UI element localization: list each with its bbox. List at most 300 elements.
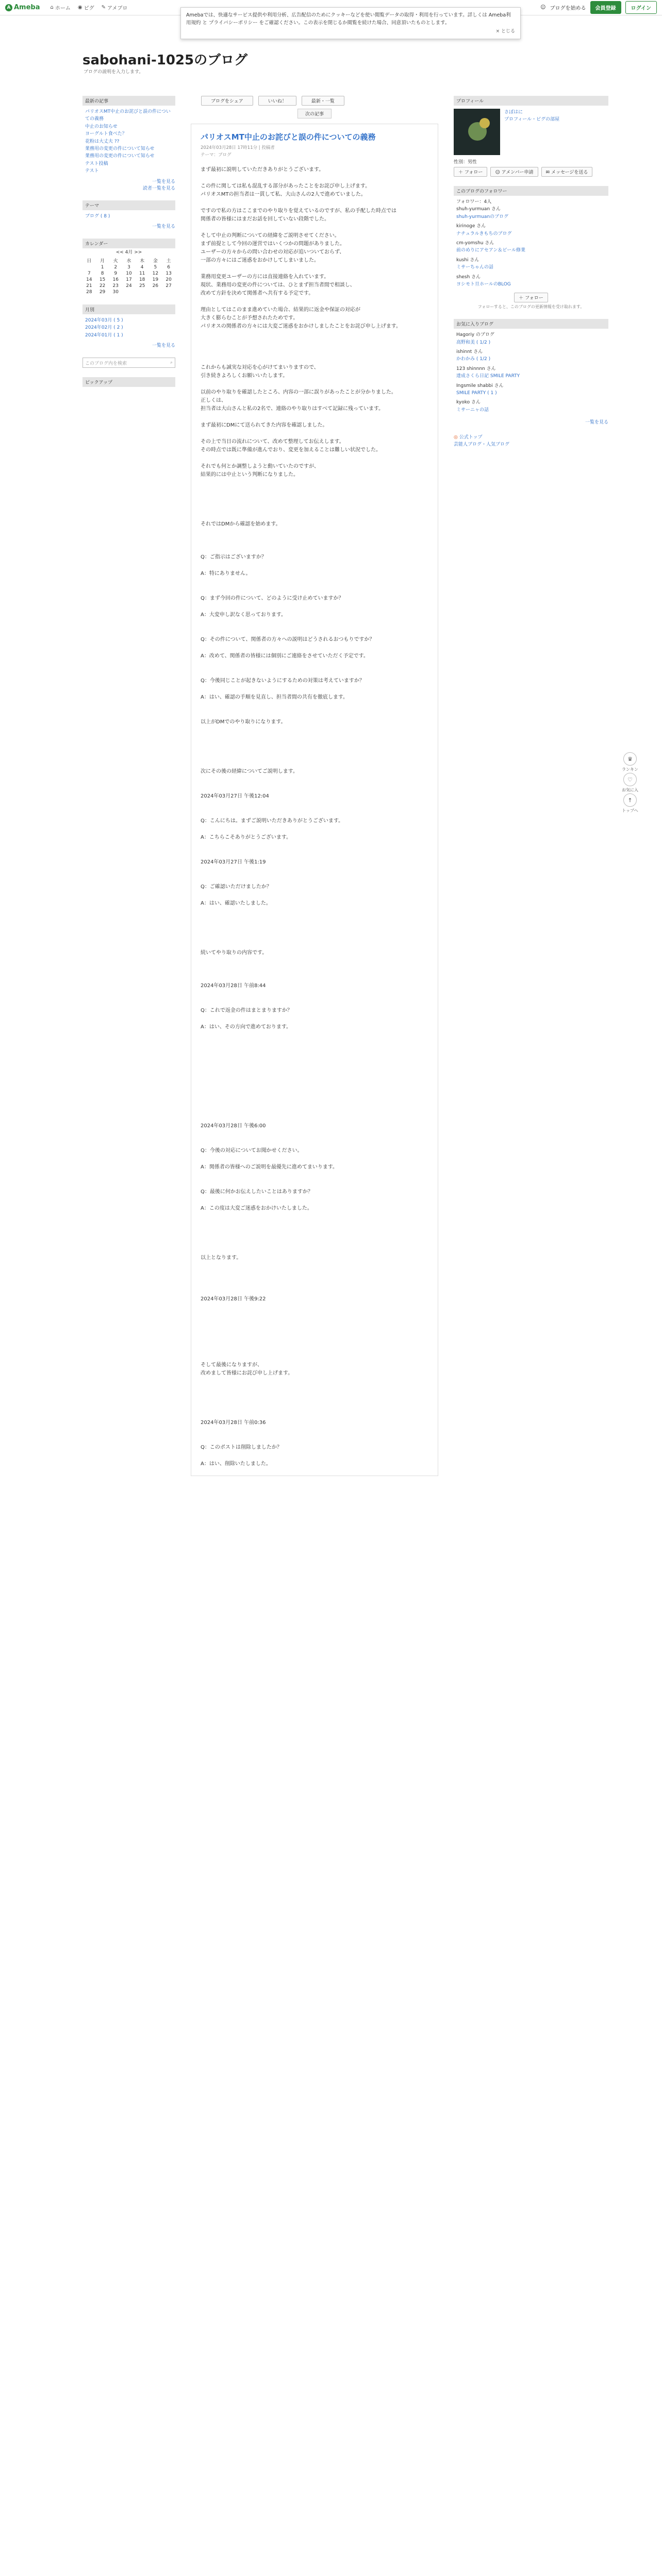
article-paragraph: そして中止の判断についての経緯をご説明させてください。 (201, 233, 340, 239)
article-title[interactable]: パリオスMT中止のお詫びと誤の件についての義務 (201, 132, 376, 142)
article-paragraph: 2024年03月28日 午後9:22 (201, 1296, 266, 1302)
top-right (540, 1, 657, 14)
article-paragraph: 結果的には中止という判断になりました。 (201, 472, 299, 478)
followers-list (454, 196, 608, 293)
article-paragraph: Q：ご指示はございますか？ (201, 554, 267, 560)
calendar-weekday: 月 (100, 258, 105, 264)
calendar-day: 18 (139, 277, 145, 282)
article-paragraph: 以上がDMでのやり取りになります。 (201, 719, 286, 725)
reader-item[interactable]: ishinnt さん かわかみ ( 1/2 ) (456, 349, 491, 362)
follow-note: フォローすると、このブログの更新情報を受け取れます。 (477, 304, 585, 310)
article-paragraph (201, 355, 428, 364)
article-paragraph: A：こちらこそありがとうございます。 (201, 835, 292, 840)
like-button[interactable]: いいね！ (258, 96, 296, 106)
theme-item[interactable]: ブログ ( 8 ) (85, 213, 110, 219)
arrow-up-icon: ↑ (623, 793, 637, 807)
article-paragraph: 関係者の皆様にはまだお話を回していない段階でした。 (201, 216, 329, 222)
calendar-weekday: 日 (87, 258, 92, 264)
article-paragraph (201, 1172, 428, 1180)
blog-title[interactable]: sabohani-1025のブログ (82, 53, 248, 68)
archive-more-link[interactable]: 一覧を見る (152, 343, 175, 349)
heart-icon: ♡ (623, 773, 637, 786)
followers-box (454, 186, 608, 310)
article-paragraph (201, 1015, 428, 1023)
article-paragraph: 現状、業務用の変更の件については、ひとまず担当者間で相談し、 (201, 282, 355, 288)
calendar-day: 6 (167, 264, 170, 270)
calendar-weekday: 金 (153, 258, 158, 264)
nav-pigg[interactable]: ◉ ピグ (77, 5, 94, 11)
article-paragraph: 業務用変更ユーザーの方には直接連絡を入れています。 (201, 274, 329, 280)
article-paragraph (201, 710, 428, 718)
article-paragraph (201, 998, 428, 1007)
calendar-day: 1 (101, 264, 104, 270)
reader-item[interactable]: kyoko さん ミサーニャの話 (456, 400, 489, 413)
article-paragraph (201, 669, 428, 677)
calendar-day: 17 (126, 277, 132, 282)
article-paragraph (201, 603, 428, 611)
article-paragraph: A：改めて、関係者の皆様には個別にご連絡をさせていただく予定です。 (201, 653, 369, 659)
article-paragraph (201, 726, 428, 735)
article-paragraph (201, 644, 428, 652)
article-paragraph (201, 496, 428, 504)
article-paragraph (201, 867, 428, 875)
calendar-weekday: 木 (140, 258, 145, 264)
register-button[interactable]: 会員登録 (590, 1, 621, 14)
archive-heading: 月別 (82, 304, 175, 314)
calendar-month[interactable]: << 4月 >> (115, 249, 142, 255)
article-paragraph (201, 512, 428, 520)
article-paragraph (201, 1064, 428, 1073)
article-paragraph (201, 298, 428, 306)
article-paragraph (201, 380, 428, 388)
followers-heading: このブログのフォロワー (454, 186, 608, 196)
article-paragraph (201, 1246, 428, 1254)
profile-name[interactable]: さぼはに (504, 110, 523, 115)
pickup-box (82, 377, 175, 387)
article-paragraph: A：はい、確認の手順を見直し、担当者間の共有を徹底します。 (201, 694, 349, 700)
follower-item[interactable]: cm-yomshu さん 前のめりにアセアン＆ビール修業 (456, 240, 526, 253)
profile-box (454, 96, 608, 177)
article-paragraph (201, 850, 428, 858)
latest-posts-box (82, 96, 175, 191)
follower-item[interactable]: shuh-yurmuan さん shuh-yurmuanのブログ (456, 207, 509, 219)
article-paragraph: Q：最後に何かお伝えしたいことはありますか？ (201, 1189, 313, 1195)
article-paragraph (201, 1221, 428, 1229)
calendar-day (149, 289, 162, 295)
calendar-day (162, 289, 175, 295)
calendar-day: 30 (112, 289, 119, 295)
theme-box (82, 200, 175, 229)
article-paragraph: Q：今後の対応についてお聞かせください。 (201, 1148, 303, 1154)
search-placeholder: このブログ内を検索 (85, 361, 127, 366)
article-paragraph (201, 1089, 428, 1097)
article-paragraph: 改めまして皆様にお詫び申し上げます。 (201, 1370, 293, 1376)
calendar-day: 24 (126, 283, 132, 289)
calendar-day: 2 (114, 264, 118, 270)
calendar-day: 15 (99, 277, 106, 282)
calendar-day: 9 (114, 270, 118, 276)
article-paragraph (201, 1081, 428, 1089)
article-paragraph (201, 487, 428, 496)
calendar-weekday: 火 (113, 258, 118, 264)
calendar-box (82, 239, 175, 295)
article-paragraph (201, 1180, 428, 1188)
reader-item[interactable]: Ingsmile shabbi さん SMILE PARTY ( 1 ) (456, 383, 504, 396)
follower-item[interactable]: kushi さん ミサーちゃんの話 (456, 257, 494, 270)
follower-item[interactable]: shesh さん ヨシモト旦ホールのBLOG (456, 274, 511, 287)
calendar-day: 8 (101, 270, 104, 276)
latest-post-link[interactable]: 中止のお知らせ (85, 124, 118, 129)
latest-post-link[interactable]: 業務用の変更の件について知らせ (85, 154, 155, 159)
article-paragraph (201, 454, 428, 463)
article-paragraph (201, 702, 428, 710)
article-paragraph: 理由としてはこのまま進めていた場合、結果的に返金や保証の対応が (201, 307, 360, 313)
latest-post-link[interactable]: 花粉は大丈夫 ?? (85, 139, 120, 144)
article-paragraph (201, 825, 428, 834)
article-paragraph (201, 776, 428, 784)
article-paragraph (201, 1279, 428, 1287)
article-paragraph: Q：こんにちは。まずご説明いただきありがとうございます。 (201, 818, 344, 824)
article-paragraph: パリオスMTの担当者は一貫して私、大山さんの2人で進めていました。 (201, 192, 366, 197)
article-paragraph: 2024年03月28日 午前0:36 (201, 1420, 266, 1426)
article-paragraph: それではDMから確認を始めます。 (201, 521, 281, 527)
article-theme[interactable]: テーマ：ブログ (201, 152, 231, 158)
article-meta: 2024年03月28日 17時11分 | 投稿者 (201, 145, 275, 150)
article-paragraph (201, 1229, 428, 1238)
ameba-logo[interactable] (5, 4, 40, 11)
share-blog-button[interactable]: ブログをシェア (201, 96, 253, 106)
readers-box (454, 319, 608, 425)
calendar-day (136, 289, 149, 295)
pickup-heading: ピックアップ (82, 377, 175, 387)
article-paragraph (201, 586, 428, 595)
article-paragraph: まず最初にDMにて送られてきた内容を確認しました。 (201, 422, 328, 428)
article-paragraph: その時点では既に準備が進んでおり、変更を加えることは難しい状況でした。 (201, 447, 381, 453)
calendar-day: 20 (166, 277, 172, 282)
article-paragraph (201, 1213, 428, 1221)
article-paragraph (201, 1411, 428, 1419)
cookie-close-button[interactable]: × とじる (495, 29, 515, 35)
article-paragraph (201, 842, 428, 850)
theme-more-link[interactable]: 一覧を見る (152, 224, 175, 229)
profile-sub-link[interactable]: プロフィール・ピグの部屋 (504, 117, 560, 123)
article-paragraph (201, 751, 428, 759)
article-paragraph (201, 784, 428, 792)
article-paragraph (201, 1073, 428, 1081)
article-paragraph (201, 660, 428, 669)
article-paragraph: 続いてやり取りの内容です。 (201, 950, 268, 956)
crown-icon: ♛ (623, 752, 637, 766)
article-paragraph (201, 537, 428, 545)
latest-post-link[interactable]: パリオスMT中止のお詫びと誤の件についての義務 (85, 109, 171, 122)
archive-item[interactable]: 2024年01月 ( 1 ) (85, 332, 123, 338)
calendar-day: 25 (139, 283, 145, 289)
article-paragraph (201, 933, 428, 941)
article-paragraph (201, 759, 428, 768)
article-paragraph: A：はい、確認いたしました。 (201, 901, 271, 906)
article-paragraph (201, 743, 428, 751)
article-paragraph (201, 347, 428, 355)
article-paragraph (201, 1196, 428, 1205)
article-paragraph: 2024年03月28日 午後6:00 (201, 1123, 266, 1129)
login-button[interactable]: ログイン (625, 1, 657, 14)
top-nav (51, 4, 128, 11)
article-paragraph: 正しくは、 (201, 398, 226, 403)
reader-item[interactable]: 123 shinnnn さん 達成さくら日記 SMILE PARTY (456, 366, 520, 379)
article-paragraph (201, 199, 428, 207)
article-paragraph (201, 1452, 428, 1460)
article (191, 124, 438, 1476)
blog-search-input[interactable] (82, 358, 175, 368)
article-paragraph: 改めて方針を決めて関係者へ共有する予定です。 (201, 291, 314, 296)
article-paragraph (201, 965, 428, 974)
reader-more-link[interactable]: 読者一覧を見る (142, 185, 175, 191)
article-paragraph: A：関係者の皆様へのご説明を最優先に進めてまいります。 (201, 1164, 338, 1170)
calendar-day: 22 (99, 283, 106, 289)
article-paragraph (201, 1378, 428, 1386)
article-paragraph (201, 1155, 428, 1163)
calendar-day: 29 (99, 289, 106, 295)
article-paragraph: Q：このポストは削除しましたか？ (201, 1445, 282, 1450)
article-paragraph (201, 1106, 428, 1114)
calendar-day: 21 (86, 283, 92, 289)
article-paragraph (201, 1435, 428, 1444)
article-paragraph: Q：その件について、関係者の方々への説明はどうされるおつもりですか？ (201, 637, 375, 642)
archive-item[interactable]: 2024年03月 ( 5 ) (85, 317, 123, 323)
article-paragraph (201, 1056, 428, 1064)
cookie-notice (180, 7, 521, 39)
latest-posts-heading: 最新の記事 (82, 96, 175, 106)
article-paragraph: その上で当日の流れについて、改めて整理してお伝えします。 (201, 439, 344, 445)
latest-list-button[interactable]: 最新・一覧 (302, 96, 344, 106)
article-paragraph (201, 1328, 428, 1336)
article-paragraph (201, 809, 428, 817)
calendar-weekday: 土 (166, 258, 171, 264)
article-paragraph (201, 1262, 428, 1270)
article-paragraph: 一部の方々にはご迷惑をおかけしてしまいました。 (201, 258, 319, 263)
article-paragraph (201, 504, 428, 512)
follower-count: フォロワー：4人 (456, 199, 492, 205)
calendar-day (122, 289, 136, 295)
article-paragraph: Q：まず今回の件について、どのように受け止めていますか？ (201, 596, 344, 601)
article-paragraph (201, 1345, 428, 1353)
article-paragraph (201, 941, 428, 949)
calendar-day: 11 (139, 270, 145, 276)
latest-post-link[interactable]: テスト (85, 168, 99, 174)
calendar-day (82, 264, 96, 270)
calendar-day: 16 (112, 277, 119, 282)
logo-text: Ameba (14, 4, 40, 11)
article-paragraph (201, 875, 428, 883)
archive-box (82, 304, 175, 348)
calendar-day: 19 (152, 277, 159, 282)
article-paragraph: 2024年03月27日 午後1:19 (201, 859, 266, 865)
official-top-icon: ◎ (454, 435, 458, 440)
article-paragraph (201, 891, 428, 900)
article-paragraph: A：この度は大変ご迷惑をおかけいたしました。 (201, 1206, 312, 1211)
article-paragraph (201, 1031, 428, 1040)
archive-item[interactable]: 2024年02月 ( 2 ) (85, 325, 123, 331)
readers-heading: お気に入りブログ (454, 319, 608, 329)
calendar-day: 7 (87, 270, 91, 276)
article-paragraph: ユーザーの方々からの問い合わせの対応が追いついておらず、 (201, 249, 345, 255)
official-top-link[interactable]: 公式トップ (459, 435, 483, 440)
latest-post-link[interactable]: 業務用の変更の件について知らせ (85, 146, 155, 151)
calendar-heading: カレンダー (82, 239, 175, 248)
article-paragraph: 以上となります。 (201, 1255, 242, 1261)
ameba-logo-icon: A (5, 4, 12, 11)
calendar-grid (82, 257, 175, 295)
avatar[interactable] (454, 109, 500, 155)
reader-item[interactable]: Hagoriy のブログ 高野和美 ( 1/2 ) (456, 332, 494, 345)
article-paragraph: 2024年03月27日 午後12:04 (201, 793, 269, 799)
article-paragraph (201, 562, 428, 570)
article-paragraph (201, 1312, 428, 1320)
article-paragraph (201, 974, 428, 982)
article-paragraph: まず最初に説明していただきありがとうございます。 (201, 167, 324, 173)
article-paragraph (201, 957, 428, 965)
official-box (454, 434, 608, 448)
calendar-day: 12 (152, 270, 159, 276)
follower-item[interactable]: kirinoge さん ナチュラルきもちのブログ (456, 224, 512, 236)
article-paragraph (201, 479, 428, 487)
profile-heading: プロフィール (454, 96, 608, 106)
calendar-day: 5 (154, 264, 157, 270)
message-button[interactable]: ✉ メッセージを送る (541, 167, 593, 177)
blog-search-box (82, 358, 175, 368)
article-paragraph (201, 1287, 428, 1295)
article-paragraph (201, 1336, 428, 1345)
article-paragraph: それでも何とか調整しようと動いていたのですが、 (201, 464, 319, 469)
fab-favorite[interactable]: ♡ お気に入 (621, 773, 639, 799)
latest-posts-list (82, 106, 175, 178)
article-paragraph (201, 916, 428, 924)
calendar-day: 23 (112, 283, 119, 289)
article-paragraph: 担当者は大山さんと私の2名で、連絡のやり取りはすべて記録に残っています。 (201, 406, 384, 412)
article-paragraph (201, 1320, 428, 1328)
article-paragraph: Q：これで返金の件はまとまりますか？ (201, 1008, 292, 1013)
article-paragraph: Q：今後同じことが起きないようにするための対策は考えていますか？ (201, 678, 365, 684)
article-paragraph (201, 1040, 428, 1048)
search-icon[interactable]: ⌕ (170, 360, 173, 366)
article-paragraph (201, 265, 428, 273)
article-paragraph: Q：ご確認いただけましたか？ (201, 884, 272, 890)
blog-subtitle: ブログの説明を入力します。 (84, 70, 144, 75)
fab-ranking[interactable]: ♛ ランキン (621, 752, 639, 778)
article-paragraph: A：はい、削除いたしました。 (201, 1461, 271, 1467)
article-paragraph (201, 339, 428, 347)
follow-button-2[interactable]: ＋ フォロー (514, 293, 548, 302)
profile-gender: 性別：男性 (454, 160, 477, 165)
calendar-day: 28 (86, 289, 92, 295)
follow-button[interactable]: ＋ フォロー (454, 167, 487, 177)
article-paragraph: 以前のやり取りを確認したところ、内容の一部に誤りがあったことが分かりました。 (201, 389, 396, 395)
article-paragraph: 大きく膨らむことが予想されたためです。 (201, 315, 299, 321)
calendar-day: 3 (127, 264, 130, 270)
article-paragraph: この件に関しては私も混乱する部分があったことをお詫び申し上げます。 (201, 183, 371, 189)
article-paragraph: 引き続きよろしくお願いいたします。 (201, 373, 288, 379)
latest-more-link[interactable]: 一覧を見る (152, 179, 175, 184)
calendar-day: 13 (166, 270, 172, 276)
article-paragraph (201, 1238, 428, 1246)
article-paragraph (201, 174, 428, 182)
article-paragraph (201, 1270, 428, 1279)
article-paragraph (201, 430, 428, 438)
person-icon: ☺ (540, 5, 546, 10)
share-bar (201, 96, 438, 106)
article-paragraph (201, 924, 428, 933)
theme-heading: テーマ (82, 200, 175, 210)
article-paragraph: A：はい、その方向で進めております。 (201, 1024, 292, 1030)
pager (191, 109, 438, 118)
article-paragraph (201, 1427, 428, 1435)
article-paragraph (201, 990, 428, 998)
nav-home[interactable]: ⌂ ホーム (50, 5, 71, 11)
amember-button[interactable]: ☺ アメンバー申請 (490, 167, 538, 177)
left-sidebar (82, 96, 175, 396)
article-paragraph (201, 331, 428, 339)
calendar-weekday: 水 (126, 258, 131, 264)
article-paragraph: まず前提として今回の運営ではいくつかの問題がありました。 (201, 241, 345, 247)
article-paragraph: パリオスの関係者の方々には大変ご迷惑をおかけしましたことをお詫び申し上げます。 (201, 324, 401, 329)
article-paragraph (201, 908, 428, 916)
article-paragraph (201, 224, 428, 232)
article-paragraph (201, 685, 428, 693)
article-paragraph (201, 1303, 428, 1312)
calendar-day: 27 (166, 283, 172, 289)
article-paragraph (201, 619, 428, 628)
article-paragraph (201, 801, 428, 809)
article-paragraph: A：特にありません。 (201, 571, 251, 577)
right-sidebar (454, 96, 608, 457)
article-paragraph: 次にその後の経緯についてご説明します。 (201, 769, 298, 774)
article-paragraph (201, 1048, 428, 1056)
readers-more-link[interactable]: 一覧を見る (585, 420, 608, 426)
article-paragraph: ですので私の方はここまでのやり取りを覚えているのですが、私の手配した時点では (201, 208, 396, 214)
main-column (191, 96, 438, 1476)
article-paragraph: そして最後になりますが、 (201, 1362, 262, 1368)
latest-post-link[interactable]: テスト投稿 (85, 161, 108, 166)
article-paragraph (201, 1386, 428, 1394)
article-paragraph (201, 628, 428, 636)
fab-top[interactable]: ↑ トップへ (621, 793, 639, 814)
article-paragraph (201, 1353, 428, 1361)
readers-list (454, 329, 608, 418)
article-paragraph: これからも誠実な対応を心がけてまいりますので、 (201, 365, 319, 370)
blog-start-link[interactable]: ブログを始める (550, 6, 586, 11)
next-post-button[interactable]: 次の記事 (297, 109, 332, 118)
article-paragraph (201, 1114, 428, 1122)
cookie-text: Amebaでは、快適なサービス提供や利用分析、広告配信のためにクッキーなどを使い閲覧データの取得・利用を行っています。詳しくは Ameba利用規約 と プライバシーポリシー をご確認ください。この表示を閉じるか閲覧を続けた場合、同意頂いたものとします。 (186, 12, 511, 26)
article-paragraph (201, 1139, 428, 1147)
article-paragraph (201, 1402, 428, 1411)
article-paragraph (201, 545, 428, 553)
article-paragraph (201, 1097, 428, 1106)
article-paragraph: 2024年03月28日 午前8:44 (201, 983, 266, 989)
article-paragraph (201, 1394, 428, 1402)
calendar-day: 4 (140, 264, 144, 270)
official-sub-link[interactable]: 芸能人ブログ・人気ブログ (454, 442, 510, 447)
nav-ameblo[interactable]: ✎ アメブロ (101, 5, 128, 11)
calendar-day: 10 (126, 270, 132, 276)
article-paragraph (201, 578, 428, 586)
article-paragraph: A：大変申し訳なく思っております。 (201, 612, 287, 618)
article-paragraph (201, 413, 428, 421)
article-paragraph (201, 529, 428, 537)
article-paragraph (201, 1130, 428, 1139)
calendar-day: 26 (152, 283, 159, 289)
latest-post-link[interactable]: ヨーグルト食べた？ (85, 131, 127, 137)
